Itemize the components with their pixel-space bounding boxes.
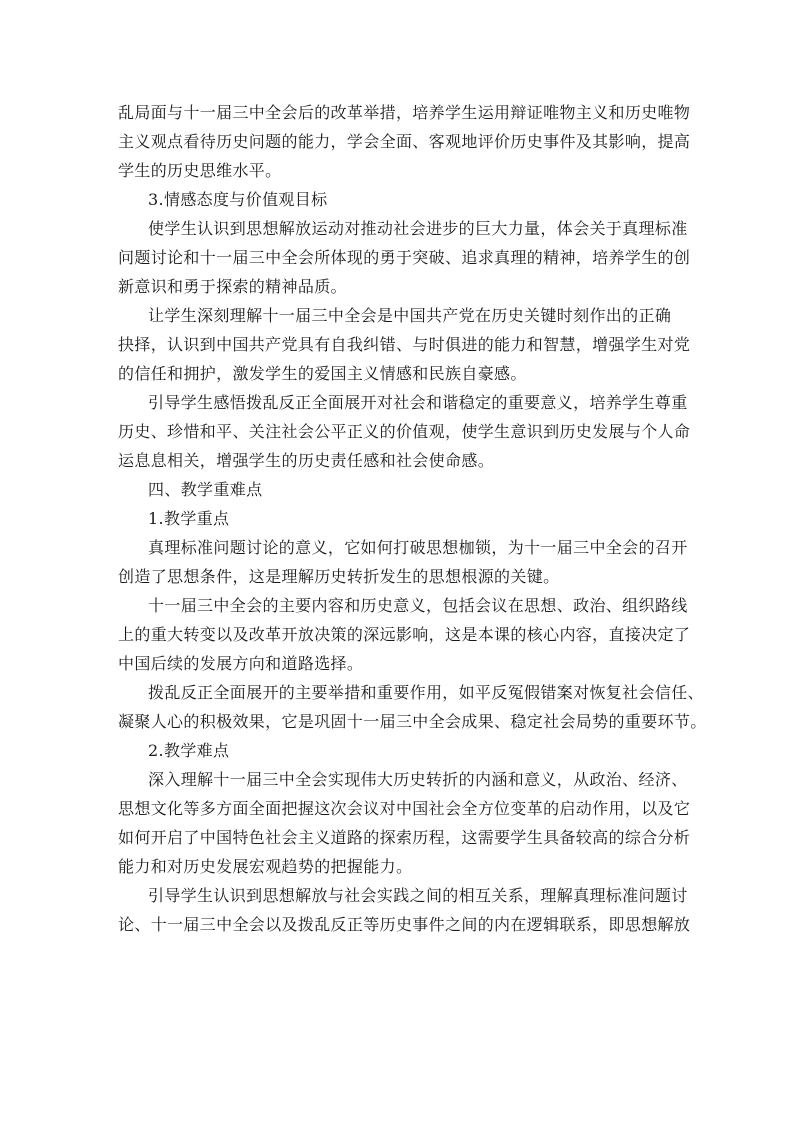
text-line: 凝聚人心的积极效果，它是巩固十一届三中全会成果、稳定社会局势的重要环节。 (118, 712, 707, 731)
text-line: 2.教学难点 (148, 741, 230, 760)
text-line: 3.情感态度与价值观目标 (148, 190, 328, 209)
text-line: 主义观点看待历史问题的能力，学会全面、客观地评价历史事件及其影响，提高 (118, 132, 691, 151)
text-line: 学生的历史思维水平。 (118, 161, 282, 180)
text-line: 使学生认识到思想解放运动对推动社会进步的巨大力量，体会关于真理标准 (148, 219, 688, 238)
text-line: 拨乱反正全面展开的主要举措和重要作用，如平反冤假错案对恢复社会信任、 (148, 683, 704, 702)
text-line: 创造了思想条件，这是理解历史转折发生的思想根源的关键。 (118, 567, 560, 586)
text-line: 真理标准问题讨论的意义，它如何打破思想枷锁，为十一届三中全会的召开 (148, 538, 688, 557)
text-line: 的信任和拥护，激发学生的爱国主义情感和民族自豪感。 (118, 364, 527, 383)
text-line: 如何开启了中国特色社会主义道路的探索历程，这需要学生具备较高的综合分析 (118, 828, 691, 847)
text-line: 深入理解十一届三中全会实现伟大历史转折的内涵和意义，从政治、经济、 (148, 770, 688, 789)
text-line: 思想文化等多方面全面把握这次会议对中国社会全方位变革的启动作用，以及它 (118, 799, 691, 818)
text-line: 运息息相关，增强学生的历史责任感和社会使命感。 (118, 451, 495, 470)
text-line: 历史、珍惜和平、关注社会公平正义的价值观，使学生意识到历史发展与个人命 (118, 422, 691, 441)
text-line: 抉择，认识到中国共产党具有自我纠错、与时俱进的能力和智慧，增强学生对党 (118, 335, 691, 354)
text-line: 让学生深刻理解十一届三中全会是中国共产党在历史关键时刻作出的正确 (148, 306, 672, 325)
text-line: 引导学生感悟拨乱反正全面展开对社会和谐稳定的重要意义，培养学生尊重 (148, 393, 688, 412)
text-line: 1.教学重点 (148, 509, 230, 528)
text-line: 引导学生认识到思想解放与社会实践之间的相互关系，理解真理标准问题讨 (148, 886, 688, 905)
text-line: 十一届三中全会的主要内容和历史意义，包括会议在思想、政治、组织路线 (148, 596, 688, 615)
text-line: 新意识和勇于探索的精神品质。 (118, 277, 347, 296)
text-line: 论、十一届三中全会以及拨乱反正等历史事件之间的内在逻辑联系，即思想解放 (118, 915, 691, 934)
text-line: 能力和对历史发展宏观趋势的把握能力。 (118, 857, 413, 876)
text-line: 乱局面与十一届三中全会后的改革举措，培养学生运用辩证唯物主义和历史唯物 (118, 103, 691, 122)
text-line: 四、教学重难点 (148, 480, 263, 499)
text-line: 问题讨论和十一届三中全会所体现的勇于突破、追求真理的精神，培养学生的创 (118, 248, 691, 267)
text-line: 上的重大转变以及改革开放决策的深远影响，这是本课的核心内容，直接决定了 (118, 625, 691, 644)
document-page (118, 98, 707, 939)
text-line: 中国后续的发展方向和道路选择。 (118, 654, 364, 673)
